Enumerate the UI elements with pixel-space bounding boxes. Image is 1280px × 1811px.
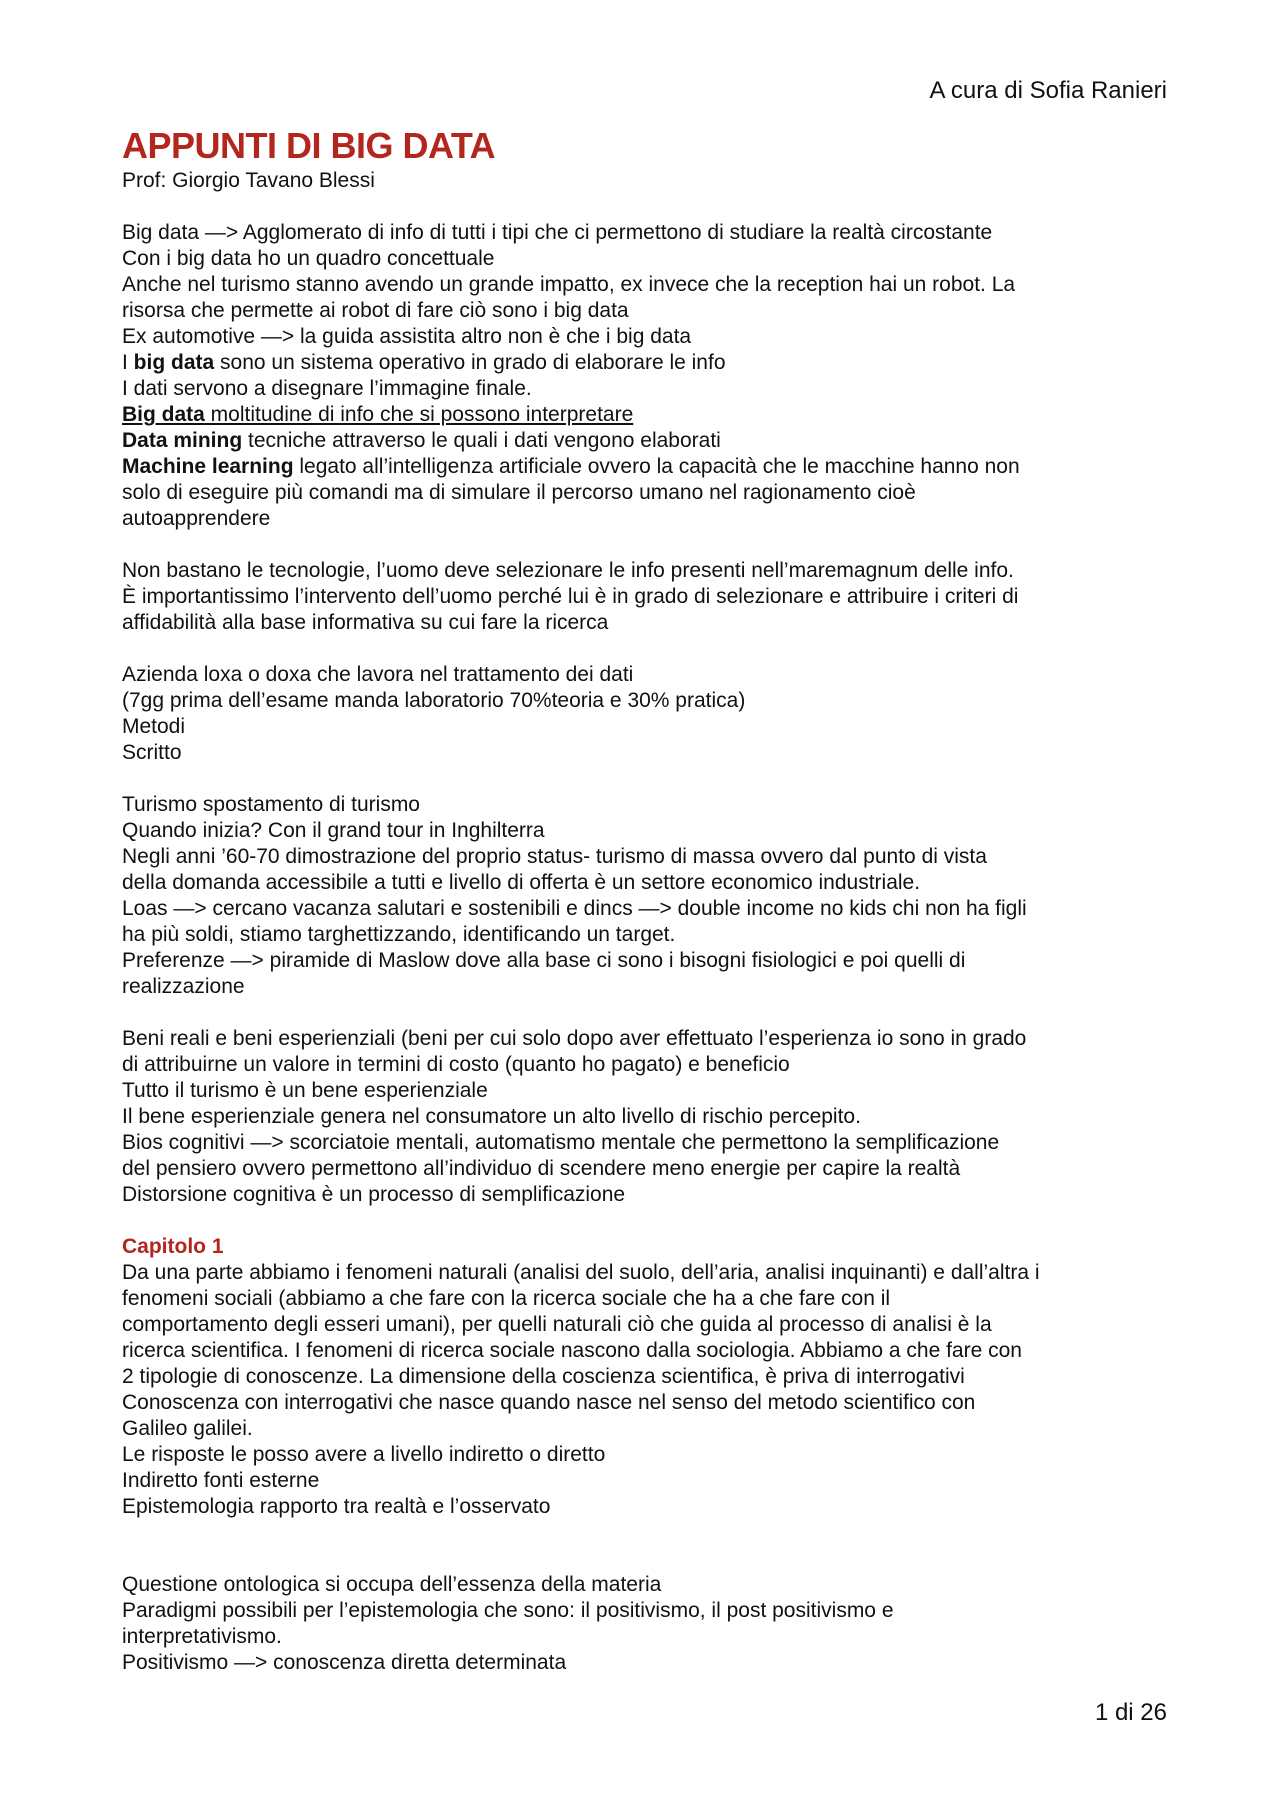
paragraph-line: solo di eseguire più comandi ma di simulare il percorso umano nel ragionamento cioè <box>122 481 916 504</box>
document-title: APPUNTI DI BIG DATA <box>122 125 496 166</box>
paragraph-line: È importantissimo l’intervento dell’uomo perché lui è in grado di selezionare e attribuire i criteri di <box>122 585 1019 608</box>
paragraph-line: Distorsione cognitiva è un processo di semplificazione <box>122 1183 626 1206</box>
paragraph-line: Conoscenza con interrogativi che nasce quando nasce nel senso del metodo scientifico con <box>122 1391 976 1414</box>
definition-term: Big data <box>122 403 205 426</box>
text-fragment: sono un sistema operativo in grado di elaborare le info <box>214 351 726 374</box>
paragraph-line: Ex automotive —> la guida assistita altro non è che i big data <box>122 325 692 348</box>
paragraph-line: interpretativismo. <box>122 1625 282 1648</box>
paragraph-line: ricerca scientifica. I fenomeni di ricerca sociale nascono dalla sociologia. Abbiamo a che fare con <box>122 1339 1022 1362</box>
header-author: A cura di Sofia Ranieri <box>929 77 1167 104</box>
document-body <box>122 168 1168 1676</box>
definition-machine-learning <box>122 454 1168 480</box>
paragraph-line: Paradigmi possibili per l’epistemologia che sono: il positivismo, il post positivismo e <box>122 1599 894 1622</box>
paragraph-line: Il bene esperienziale genera nel consumatore un alto livello di rischio percepito. <box>122 1105 861 1128</box>
paragraph-line: Preferenze —> piramide di Maslow dove alla base ci sono i bisogni fisiologici e poi quelli di <box>122 949 966 972</box>
definition-term: Machine learning <box>122 455 294 478</box>
paragraph-line: affidabilità alla base informativa su cui fare la ricerca <box>122 611 609 634</box>
paragraph-line: comportamento degli esseri umani), per quelli naturali ciò che guida al processo di analisi è la <box>122 1313 992 1336</box>
paragraph-line: Le risposte le posso avere a livello indiretto o diretto <box>122 1443 606 1466</box>
paragraph-line: Da una parte abbiamo i fenomeni naturali (analisi del suolo, dell’aria, analisi inquinanti) e dall’altra i <box>122 1261 1040 1284</box>
paragraph-line: Beni reali e beni esperienziali (beni per cui solo dopo aver effettuato l’esperienza io sono in grado <box>122 1027 1027 1050</box>
paragraph-line: Bios cognitivi —> scorciatoie mentali, automatismo mentale che permettono la semplificazione <box>122 1131 1000 1154</box>
definition-term: Data mining <box>122 429 243 452</box>
professor-line: Prof: Giorgio Tavano Blessi <box>122 169 375 192</box>
paragraph-line: risorsa che permette ai robot di fare ciò sono i big data <box>122 299 629 322</box>
paragraph-line: Positivismo —> conoscenza diretta determinata <box>122 1651 567 1674</box>
paragraph-line: Anche nel turismo stanno avendo un grande impatto, ex invece che la reception hai un robot. La <box>122 273 1016 296</box>
definition-text: tecniche attraverso le quali i dati vengono elaborati <box>242 429 721 452</box>
paragraph-line: Epistemologia rapporto tra realtà e l’osservato <box>122 1495 551 1518</box>
paragraph-line: della domanda accessibile a tutti e livello di offerta è un settore economico industriale. <box>122 871 921 894</box>
paragraph-line: fenomeni sociali (abbiamo a che fare con la ricerca sociale che ha a che fare con il <box>122 1287 891 1310</box>
definition-text: legato all’intelligenza artificiale ovvero la capacità che le macchine hanno non <box>293 455 1020 478</box>
paragraph-line: Big data —> Agglomerato di info di tutti i tipi che ci permettono di studiare la realtà circostante <box>122 221 993 244</box>
paragraph-line: Con i big data ho un quadro concettuale <box>122 247 495 270</box>
paragraph-line: Loas —> cercano vacanza salutari e sostenibili e dincs —> double income no kids chi non ha figli <box>122 897 1027 920</box>
paragraph-line: Questione ontologica si occupa dell’essenza della materia <box>122 1573 662 1596</box>
paragraph-line: di attribuirne un valore in termini di costo (quanto ho pagato) e beneficio <box>122 1053 790 1076</box>
paragraph-line: 2 tipologie di conoscenze. La dimensione della coscienza scientifica, è priva di interrogativi <box>122 1365 965 1388</box>
paragraph-line: Azienda loxa o doxa che lavora nel trattamento dei dati <box>122 663 634 686</box>
paragraph-line <box>122 350 1168 376</box>
paragraph-line: Galileo galilei. <box>122 1417 253 1440</box>
paragraph-line: realizzazione <box>122 975 245 998</box>
definition-text: moltitudine di info che si possono interpretare <box>204 403 634 426</box>
paragraph-line: Negli anni ’60-70 dimostrazione del proprio status- turismo di massa ovvero dal punto di vista <box>122 845 987 868</box>
paragraph-line: del pensiero ovvero permettono all’individuo di scendere meno energie per capire la realtà <box>122 1157 961 1180</box>
page-number: 1 di 26 <box>1094 1699 1167 1726</box>
paragraph-line: Non bastano le tecnologie, l’uomo deve selezionare le info presenti nell’maremagnum delle info. <box>122 559 1014 582</box>
bold-term: big data <box>133 351 215 374</box>
chapter-heading: Capitolo 1 <box>122 1235 224 1258</box>
paragraph-line: Turismo spostamento di turismo <box>122 793 420 816</box>
paragraph-line: I dati servono a disegnare l’immagine finale. <box>122 377 532 400</box>
paragraph-line: (7gg prima dell’esame manda laboratorio 70%teoria e 30% pratica) <box>122 689 746 712</box>
paragraph-line: ha più soldi, stiamo targhettizzando, identificando un target. <box>122 923 676 946</box>
paragraph-line: Indiretto fonti esterne <box>122 1469 320 1492</box>
text-fragment: I <box>122 351 134 374</box>
paragraph-line: Scritto <box>122 741 182 764</box>
definition-data-mining <box>122 428 1168 454</box>
paragraph-line: Tutto il turismo è un bene esperienziale <box>122 1079 488 1102</box>
paragraph-line: autoapprendere <box>122 507 271 530</box>
paragraph-line: Metodi <box>122 715 186 738</box>
paragraph-line: Quando inizia? Con il grand tour in Inghilterra <box>122 819 545 842</box>
definition-big-data <box>122 402 1168 428</box>
